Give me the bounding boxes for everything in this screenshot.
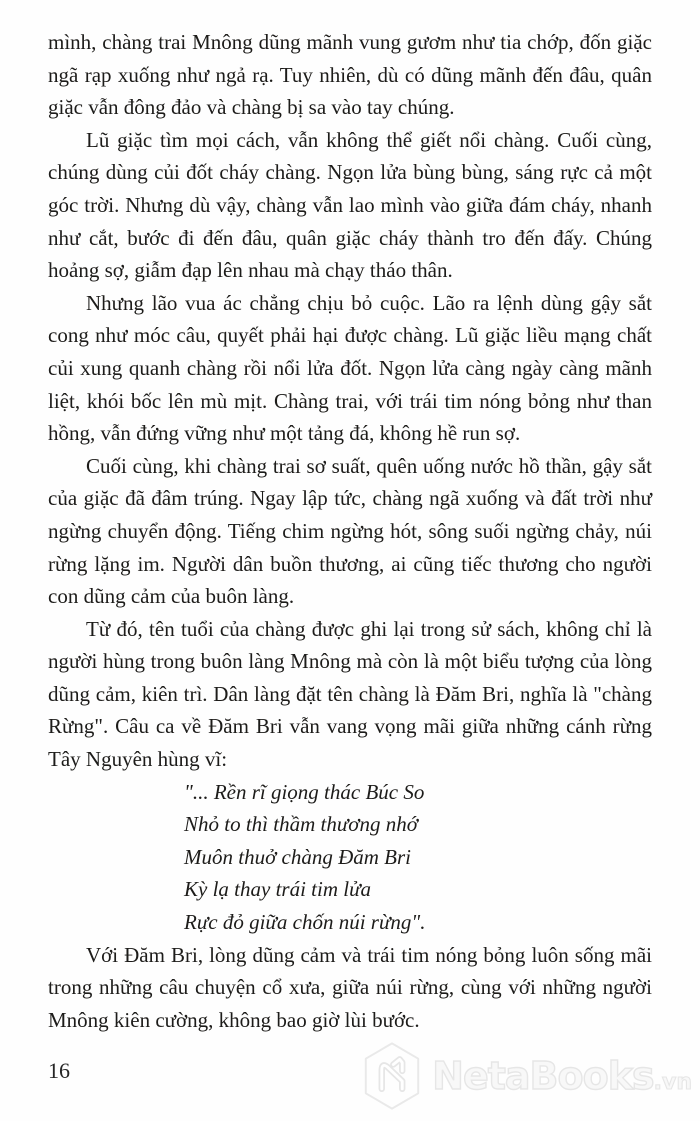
poem-line: Kỳ lạ thay trái tim lửa: [184, 877, 372, 902]
story-paragraph: Với Đăm Bri, lòng dũng cảm và trái tim nóng bỏng luôn sống mãi trong những câu chuyện cổ xưa, giữa núi rừng, cùng với những người Mnông kiên cường, không bao giờ lùi bước.: [48, 942, 652, 1032]
story-paragraph: Cuối cùng, khi chàng trai sơ suất, quên uống nước hồ thần, gậy sắt của giặc đã đâm trúng. Ngay lập tức, chàng ngã xuống và đất trời như ngừng chuyển động. Tiếng chim ngừng hót, sông suối ngừng chảy, núi rừng lặng im. Người dân buồn thương, ai cũng tiếc thương cho người con dũng cảm của buôn làng.: [48, 453, 652, 609]
story-paragraph: mình, chàng trai Mnông dũng mãnh vung gươm như tia chớp, đốn giặc ngã rạp xuống như ngả rạ. Tuy nhiên, dù có dũng mãnh đến đâu, quân giặc vẫn đông đảo và chàng bị sa vào tay chúng.: [48, 30, 652, 120]
poem-line: Nhỏ to thì thầm thương nhớ: [184, 812, 418, 837]
page-text-block: [48, 26, 652, 1036]
watermark-brand-name: NetaBooks: [432, 1054, 654, 1098]
netabooks-watermark: [360, 1040, 692, 1112]
story-paragraph: Lũ giặc tìm mọi cách, vẫn không thể giết nổi chàng. Cuối cùng, chúng dùng củi đốt cháy chàng. Ngọn lửa bùng bùng, sáng rực cả một góc trời. Nhưng dù vậy, chàng vẫn lao mình vào giữa đám cháy, nhanh như cắt, bước đi đến đâu, quân giặc cháy thành tro đến đấy. Chúng hoảng sợ, giẫm đạp lên nhau mà chạy tháo thân.: [48, 127, 652, 283]
story-paragraph: Từ đó, tên tuổi của chàng được ghi lại trong sử sách, không chỉ là người hùng trong buôn làng Mnông mà còn là một biểu tượng của lòng dũng cảm, kiên trì. Dân làng đặt tên chàng là Đăm Bri, nghĩa là "chàng Rừng". Câu ca về Đăm Bri vẫn vang vọng mãi giữa những cánh rừng Tây Nguyên hùng vĩ:: [48, 616, 652, 772]
page-number: 16: [48, 1058, 70, 1083]
watermark-brand-text: [432, 1054, 692, 1098]
watermark-domain-suffix: .vn: [653, 1070, 692, 1095]
poem-line: "... Rền rĩ giọng thác Búc So: [184, 779, 425, 804]
folk-song-quote: [184, 776, 652, 939]
netabooks-hexagon-n-logo-icon: [360, 1040, 424, 1112]
poem-line: Muôn thuở chàng Đăm Bri: [184, 844, 412, 869]
story-paragraph: Nhưng lão vua ác chẳng chịu bỏ cuộc. Lão ra lệnh dùng gậy sắt cong như móc câu, quyết phải hại được chàng. Lũ giặc liều mạng chất củi xung quanh chàng rồi nổi lửa đốt. Ngọn lửa càng ngày càng mãnh liệt, khói bốc lên mù mịt. Chàng trai, với trái tim nóng bỏng như than hồng, vẫn đứng vững như một tảng đá, không hề run sợ.: [48, 290, 652, 446]
poem-line: Rực đỏ giữa chốn núi rừng".: [184, 910, 426, 935]
